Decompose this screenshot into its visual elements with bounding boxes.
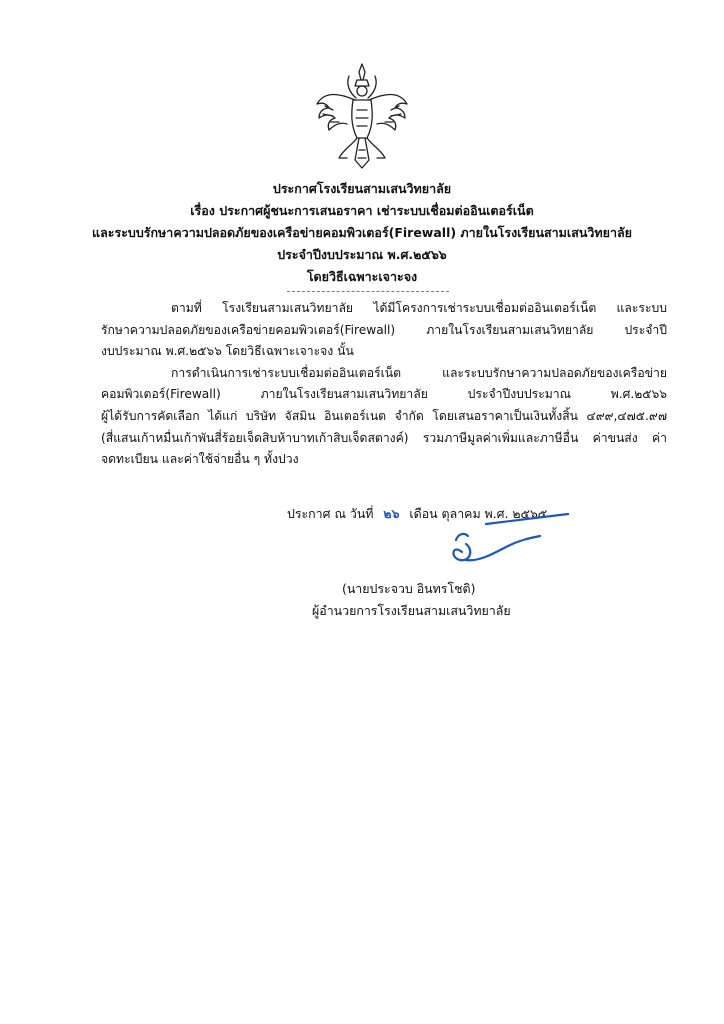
header-method: โดยวิธีเฉพาะเจาะจง <box>306 269 418 284</box>
paragraph-2-line-5: จดทะเบียน และค่าใช้จ่ายอื่น ๆ ทั้งปวง <box>101 452 299 467</box>
signer-block <box>312 578 552 622</box>
paragraph-2-line-3: ผู้ได้รับการคัดเลือก ได้แก่ บริษัท จัสมิน อินเตอร์เนต จำกัด โดยเสนอราคาเป็นเงินทั้งสิ้น ๔๙๙,๔๗๕.๙๗ <box>101 408 667 423</box>
header-fiscal-year: ประจำปีงบประมาณ พ.ศ.๒๕๖๖ <box>277 247 447 262</box>
signer-position: ผู้อำนวยการโรงเรียนสามเสนวิทยาลัย <box>312 603 511 618</box>
paragraph-1-line-3: งบประมาณ พ.ศ.๒๕๖๖ โดยวิธีเฉพาะเจาะจง นั้น <box>101 344 354 359</box>
header-subject-cont: และระบบรักษาความปลอดภัยของเครือข่ายคอมพิวเตอร์(Firewall) ภายในโรงเรียนสามเสนวิทยาลัย <box>92 225 632 240</box>
garuda-emblem-icon <box>313 60 411 172</box>
date-month-year: เดือน ตุลาคม พ.ศ. ๒๕๖๕ <box>409 506 548 521</box>
signer-name: (นายประจวบ อินทรโชติ) <box>342 581 476 596</box>
date-prefix: ประกาศ ณ วันที่ <box>287 506 374 521</box>
header-subject: เรื่อง ประกาศผู้ชนะการเสนอราคา เช่าระบบเชื่อมต่ออินเตอร์เน็ต <box>190 203 534 218</box>
header-divider <box>287 291 449 292</box>
paragraph-2-line-1: การดำเนินการเช่าระบบเชื่อมต่ออินเตอร์เน็ต และระบบรักษาความปลอดภัยของเครือข่าย <box>171 365 667 380</box>
paragraph-1-line-1: ตามที่ โรงเรียนสามเสนวิทยาลัย ได้มีโครงการเช่าระบบเชื่อมต่ออินเตอร์เน็ต และระบบ <box>171 301 667 315</box>
paragraph-1-line-2: รักษาความปลอดภัยของเครือข่ายคอมพิวเตอร์(Firewall) ภายในโรงเรียนสามเสนวิทยาลัย ประจำปี <box>101 322 667 337</box>
date-day: ๒๖ <box>383 506 400 521</box>
announcement-body <box>101 298 667 471</box>
paragraph-2-line-4: (สี่แสนเก้าหมื่นเก้าพันสี่ร้อยเจ็ดสิบห้าบาทเก้าสิบเจ็ดสตางค์) รวมภาษีมูลค่าเพิ่มและภาษีอื่น ค่าขนส่ง ค่า <box>101 430 667 445</box>
header-title: ประกาศโรงเรียนสามเสนวิทยาลัย <box>272 181 452 196</box>
announcement-header <box>60 178 664 288</box>
handwritten-signature <box>400 500 590 590</box>
paragraph-2-line-2: คอมพิวเตอร์(Firewall) ภายในโรงเรียนสามเสนวิทยาลัย ประจำปีงบประมาณ พ.ศ.๒๕๖๖ <box>101 387 667 402</box>
